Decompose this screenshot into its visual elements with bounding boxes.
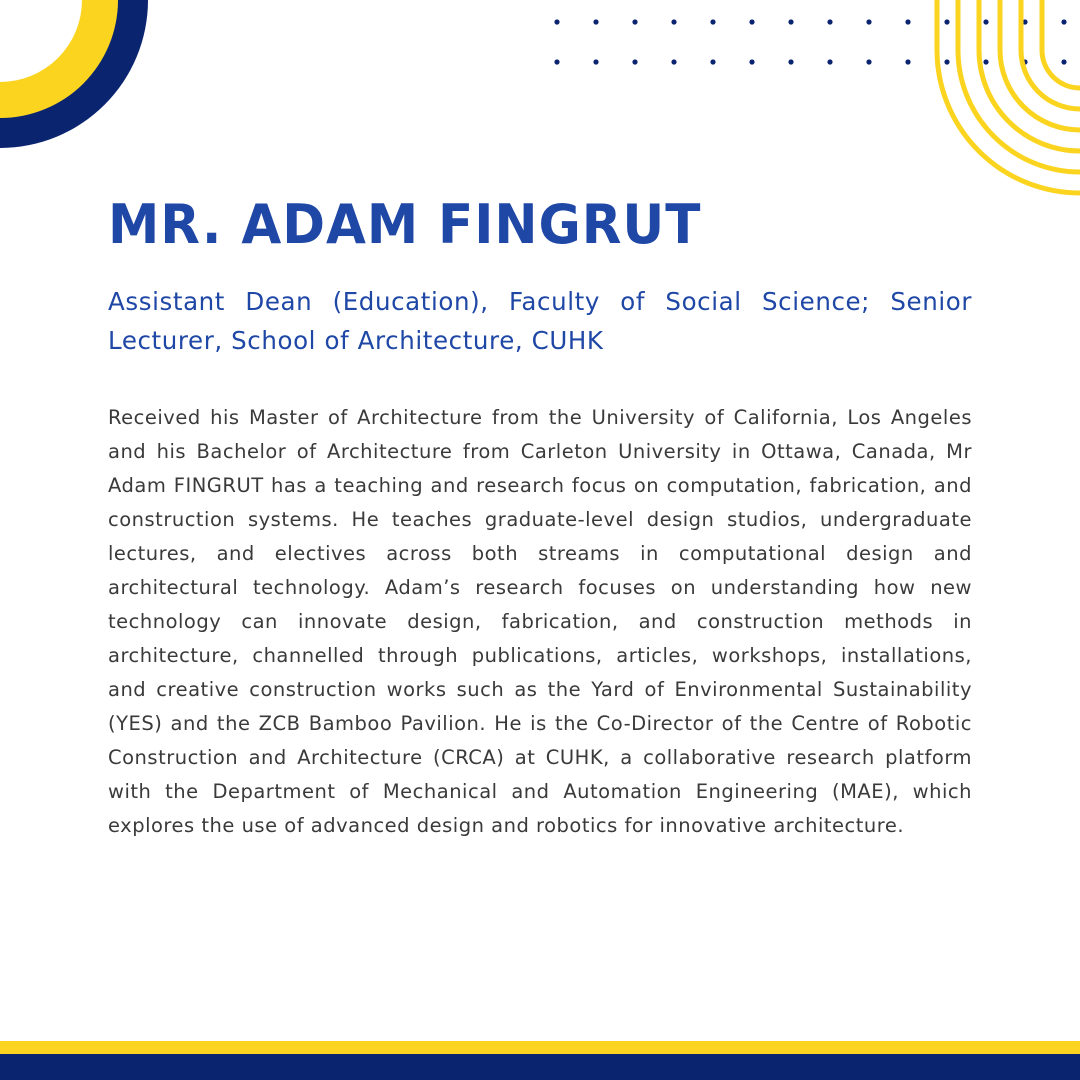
bottom-stripe-navy xyxy=(0,1054,1080,1080)
decorative-arc xyxy=(1042,0,1080,88)
decorative-dot xyxy=(944,59,949,64)
decorative-dot xyxy=(1022,59,1027,64)
decorative-dot xyxy=(554,59,559,64)
decorative-dot xyxy=(827,59,832,64)
person-biography: Received his Master of Architecture from the University of California, Los Angeles and his Bachelor of Architecture from Carleton University in Ottawa, Canada, Mr Adam FINGRUT has a teaching and research focus on computation, fabrication, and construction systems. He teaches graduate-level design studios, undergraduate lectures, and electives across both streams in computational design and architectural technology. Adam’s research focuses on understanding how new technology can innovate design, fabrication, and construction methods in architecture, channelled through publications, articles, workshops, installations, and creative construction works such as the Yard of Environmental Sustainability (YES) and the ZCB Bamboo Pavilion. He is the Co-Director of the Centre of Robotic Construction and Architecture (CRCA) at CUHK, a collaborative research platform with the Department of Mechanical and Automation Engineering (MAE), which explores the use of advanced design and robotics for innovative architecture. xyxy=(108,406,972,837)
concentric-arcs xyxy=(937,0,1080,193)
decorative-dot xyxy=(710,59,715,64)
decorative-dot xyxy=(1022,19,1027,24)
decorative-dot xyxy=(671,59,676,64)
decorative-dot xyxy=(671,19,676,24)
decorative-dot xyxy=(710,19,715,24)
decorative-dot xyxy=(983,59,988,64)
decorative-dot xyxy=(827,19,832,24)
decorative-dot xyxy=(866,19,871,24)
person-title: Assistant Dean (Education), Faculty of Social Science; Senior Lecturer, School of Architecture, CUHK xyxy=(108,287,972,355)
decorative-dot xyxy=(554,19,559,24)
decorative-dot xyxy=(866,59,871,64)
decorative-dot xyxy=(593,19,598,24)
decorative-dot xyxy=(749,59,754,64)
decorative-dot xyxy=(788,59,793,64)
decorative-dot xyxy=(905,19,910,24)
dot-grid xyxy=(554,19,1066,64)
person-name: MR. ADAM FINGRUT xyxy=(108,193,702,256)
decorative-dot xyxy=(905,59,910,64)
decorative-arc xyxy=(979,0,1080,151)
bottom-stripe-yellow xyxy=(0,1041,1080,1054)
decorative-dot xyxy=(749,19,754,24)
decorative-dot xyxy=(593,59,598,64)
decorative-dot xyxy=(983,19,988,24)
decorative-arc xyxy=(958,0,1080,172)
decorative-arc xyxy=(1021,0,1080,109)
decorative-dot xyxy=(1061,59,1066,64)
decorative-dot xyxy=(1061,19,1066,24)
corner-arcs xyxy=(0,0,148,148)
decorative-arc xyxy=(937,0,1080,193)
decorative-dot xyxy=(632,19,637,24)
decorative-dot xyxy=(632,59,637,64)
decorative-dot xyxy=(944,19,949,24)
decorative-dot xyxy=(788,19,793,24)
decorative-arc xyxy=(1000,0,1080,130)
